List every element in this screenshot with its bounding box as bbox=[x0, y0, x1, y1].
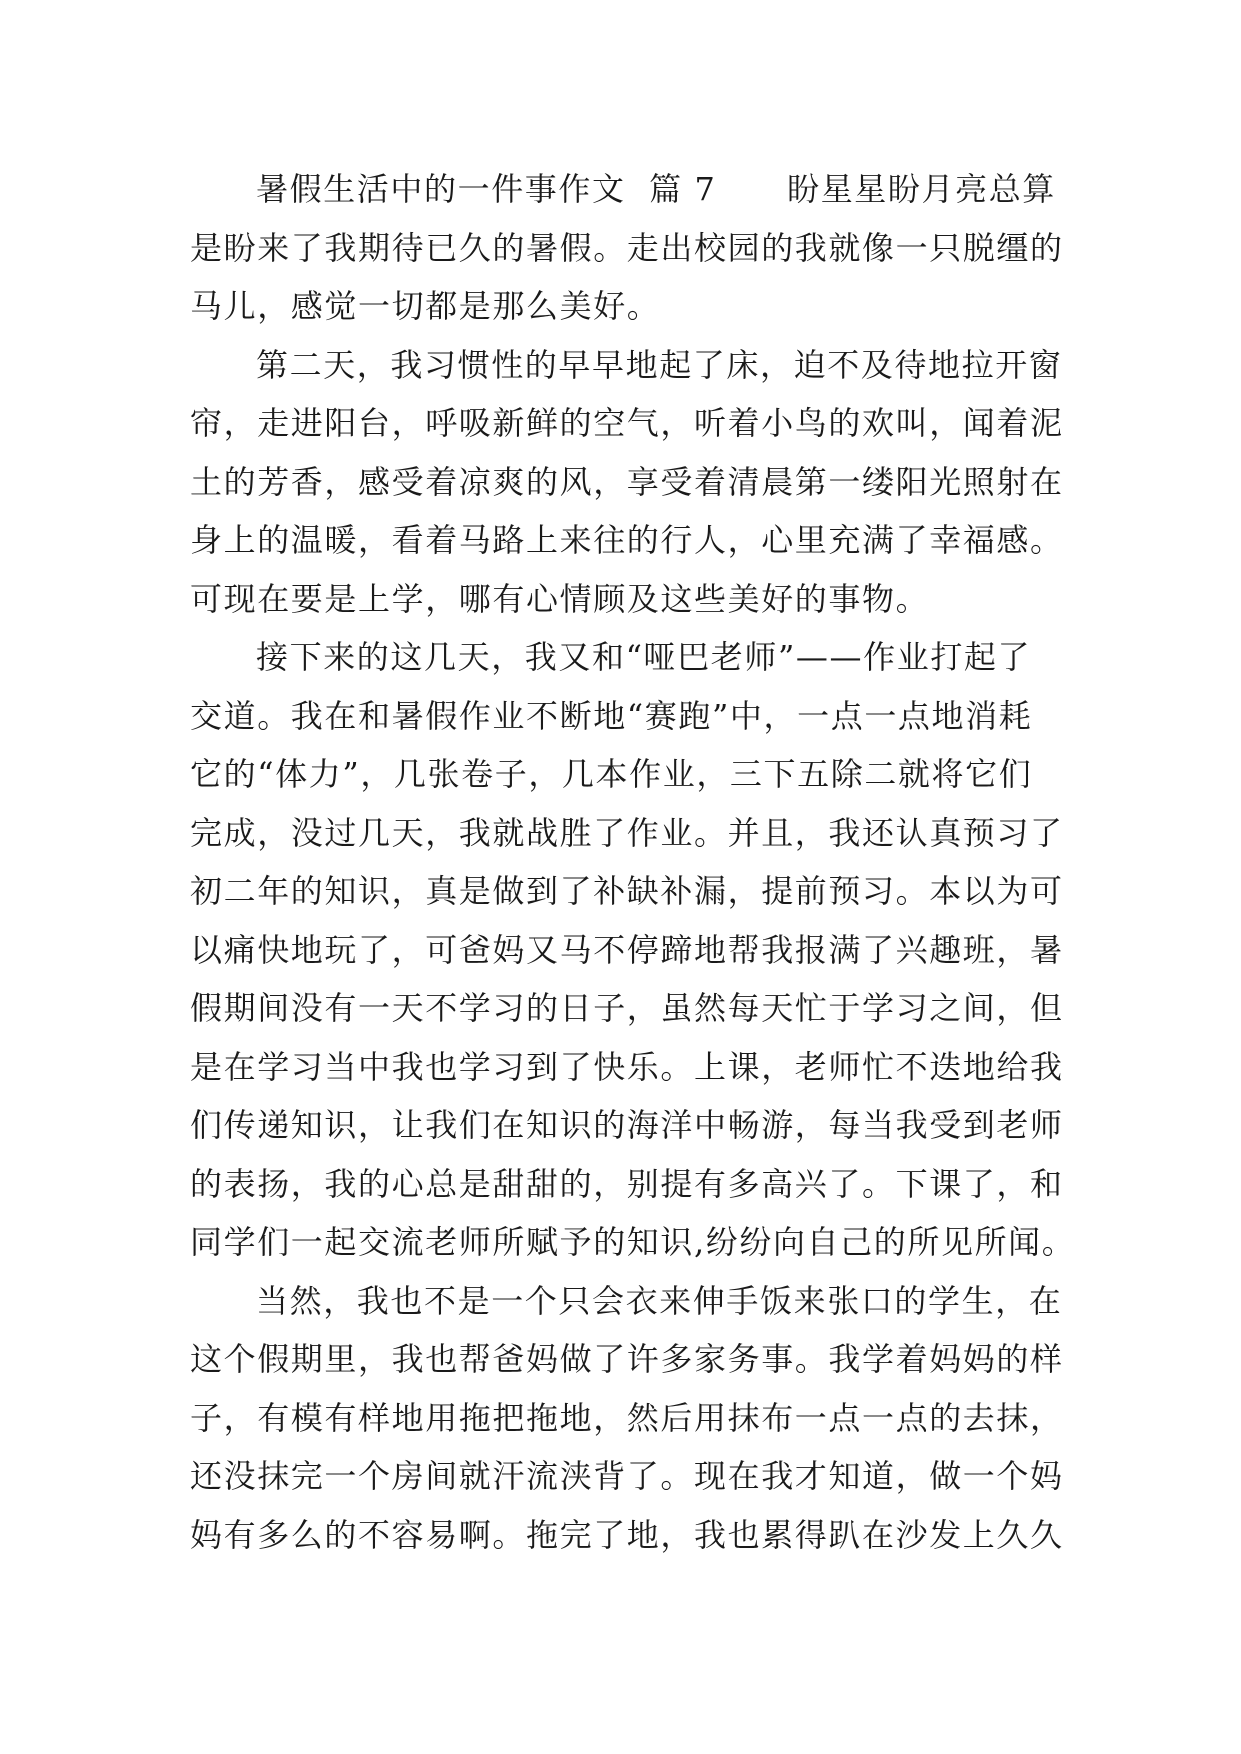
essay-line: 土的芳香，感受着凉爽的风，享受着清晨第一缕阳光照射在 bbox=[190, 462, 1064, 501]
essay-line: 是在学习当中我也学习到了快乐。上课，老师忙不迭地给我 bbox=[190, 1047, 1064, 1086]
essay-line: 假期间没有一天不学习的日子，虽然每天忙于学习之间，但 bbox=[190, 989, 1064, 1027]
essay-line: 它的“体力”，几张卷子，几本作业，三下五除二就将它们 bbox=[190, 755, 1033, 793]
essay-line: 可现在要是上学，哪有心情顾及这些美好的事物。 bbox=[190, 579, 930, 618]
essay-line: 还没抹完一个房间就汗流浃背了。现在我才知道，做一个妈 bbox=[190, 1457, 1064, 1495]
essay-line: 这个假期里，我也帮爸妈做了许多家务事。我学着妈妈的样 bbox=[190, 1340, 1064, 1378]
essay-line: 完成，没过几天，我就战胜了作业。并且，我还认真预习了 bbox=[190, 813, 1064, 852]
essay-line: 以痛快地玩了，可爸妈又马不停蹄地帮我报满了兴趣班，暑 bbox=[190, 930, 1064, 969]
essay-line: 们传递知识，让我们在知识的海洋中畅游，每当我受到老师 bbox=[190, 1106, 1064, 1144]
essay-line: 妈有多么的不容易啊。拖完了地，我也累得趴在沙发上久久 bbox=[190, 1515, 1064, 1554]
essay-line: 同学们一起交流老师所赋予的知识,纷纷向自己的所见所闻。 bbox=[190, 1223, 1076, 1261]
essay-line: 是盼来了我期待已久的暑假。走出校园的我就像一只脱缰的 bbox=[190, 228, 1064, 267]
essay-line: 帘，走进阳台，呼吸新鲜的空气，听着小鸟的欢叫，闻着泥 bbox=[190, 404, 1064, 442]
essay-body bbox=[190, 160, 1076, 1564]
essay-line: 暑假生活中的一件事作文 篇 7 盼星星盼月亮总算 bbox=[256, 170, 1056, 208]
essay-line: 马儿，感觉一切都是那么美好。 bbox=[190, 287, 661, 325]
essay-line: 接下来的这几天，我又和“哑巴老师”——作业打起了 bbox=[256, 638, 1032, 676]
essay-line: 子，有模有样地用拖把拖地，然后用抹布一点一点的去抹， bbox=[190, 1398, 1064, 1437]
essay-line: 的表扬，我的心总是甜甜的，别提有多高兴了。下课了，和 bbox=[190, 1164, 1064, 1203]
essay-line: 第二天，我习惯性的早早地起了床，迫不及待地拉开窗 bbox=[256, 345, 1063, 384]
essay-line: 身上的温暖，看着马路上来往的行人，心里充满了幸福感。 bbox=[190, 521, 1064, 559]
essay-line: 交道。我在和暑假作业不断地“赛跑”中，一点一点地消耗 bbox=[190, 696, 1033, 735]
essay-line: 当然，我也不是一个只会衣来伸手饭来张口的学生，在 bbox=[256, 1281, 1063, 1320]
essay-line: 初二年的知识，真是做到了补缺补漏，提前预习。本以为可 bbox=[190, 872, 1064, 910]
